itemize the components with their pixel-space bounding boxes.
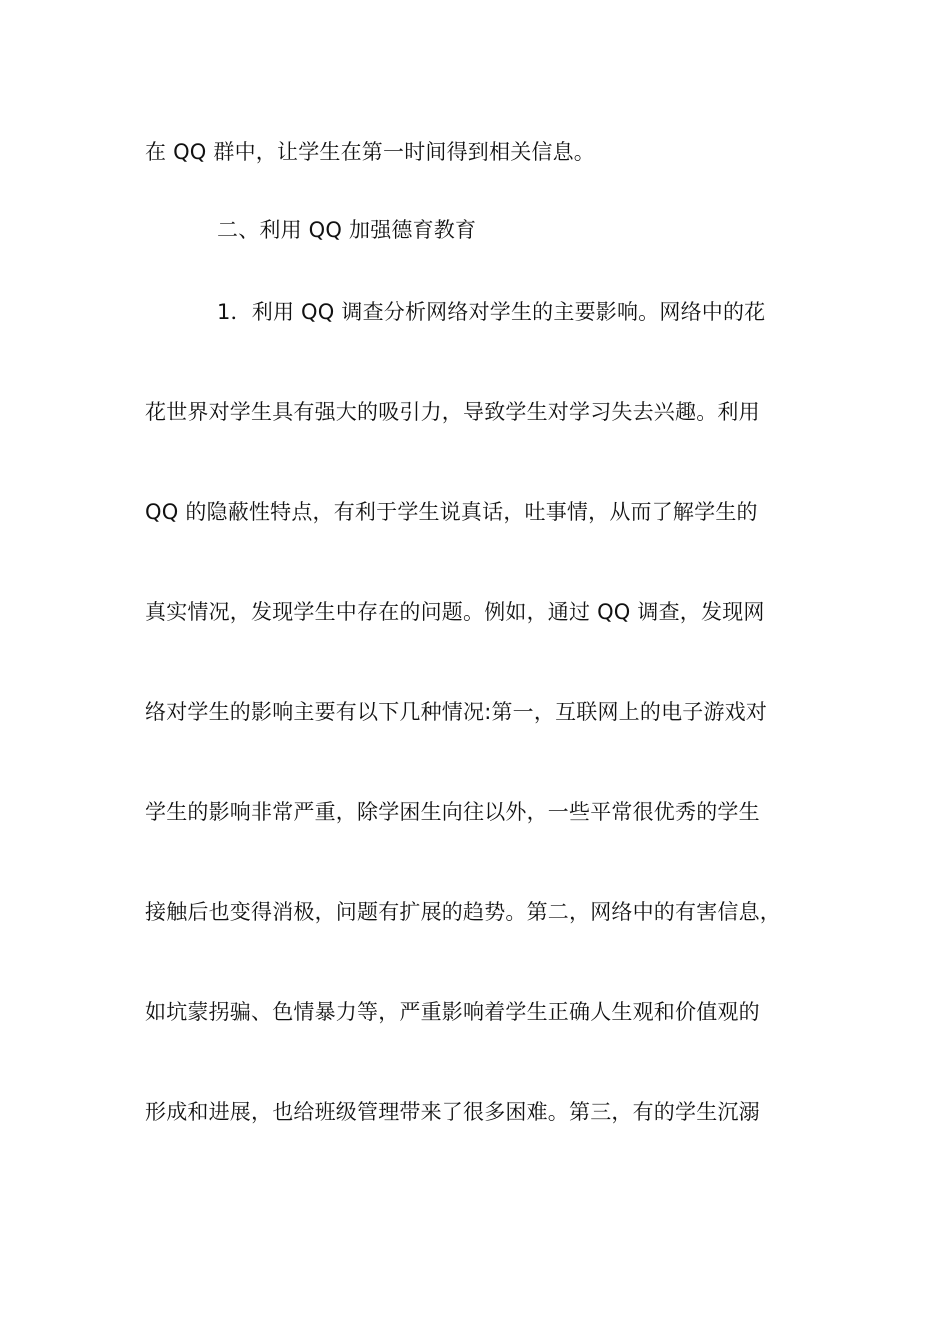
- paragraph-line: 形成和进展，也给班级管理带来了很多困难。第三，有的学生沉溺: [145, 1100, 760, 1124]
- paragraph-line: QQ 的隐蔽性特点，有利于学生说真话，吐事情，从而了解学生的: [145, 500, 758, 524]
- paragraph-line: 在 QQ 群中，让学生在第一时间得到相关信息。: [145, 140, 596, 164]
- paragraph-line: 接触后也变得消极，问题有扩展的趋势。第二，网络中的有害信息，: [145, 900, 781, 924]
- paragraph-line: 如坑蒙拐骗、色情暴力等，严重影响着学生正确人生观和价值观的: [145, 1000, 760, 1024]
- section-heading: 二、利用 QQ 加强德育教育: [217, 218, 477, 242]
- paragraph-line: 学生的影响非常严重，除学困生向往以外，一些平常很优秀的学生: [145, 800, 760, 824]
- paragraph-line: 真实情况，发现学生中存在的问题。例如，通过 QQ 调查，发现网: [145, 600, 765, 624]
- paragraph-line: 络对学生的影响主要有以下几种情况:第一，互联网上的电子游戏对: [145, 700, 768, 724]
- paragraph-line: 花世界对学生具有强大的吸引力，导致学生对学习失去兴趣。利用: [145, 400, 760, 424]
- paragraph-line: 1．利用 QQ 调查分析网络对学生的主要影响。网络中的花: [217, 300, 766, 324]
